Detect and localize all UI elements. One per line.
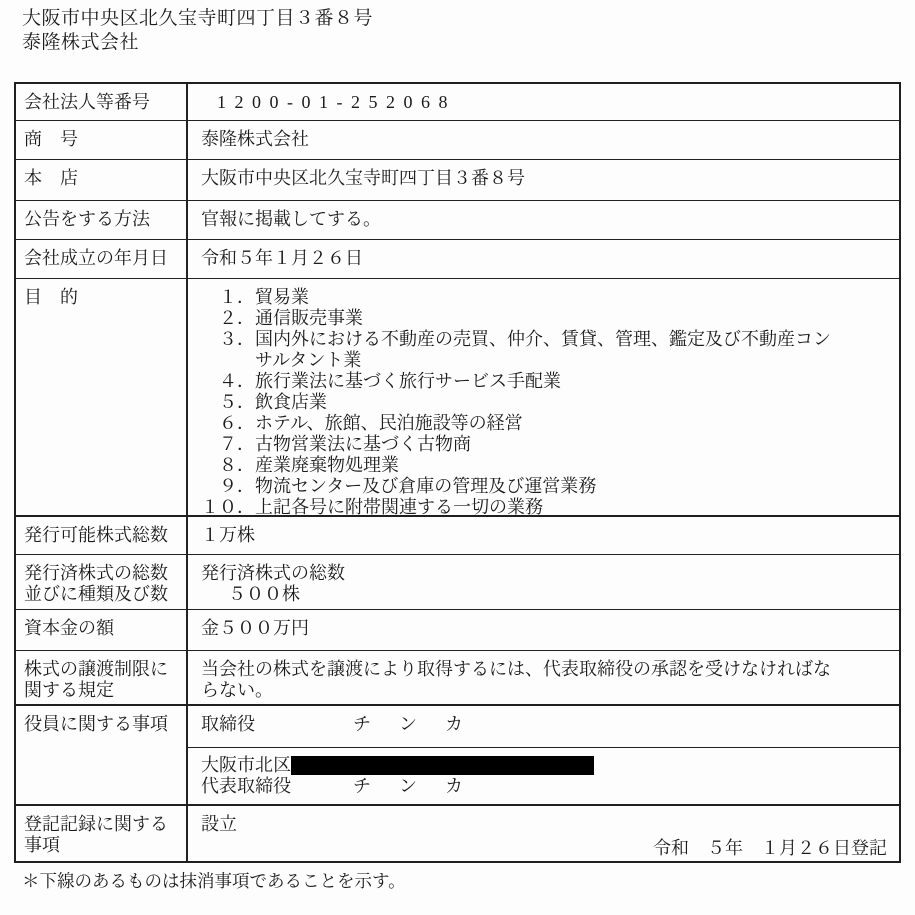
issued-shares-value: 発行済株式の総数 ５００株 <box>201 563 345 604</box>
corporate-number-value: 1200-01-252068 <box>217 92 456 112</box>
registration-record-type: 設立 <box>201 814 237 834</box>
public-notice-label: 公告をする方法 <box>16 201 188 239</box>
header-company-name: 泰隆株式会社 <box>22 32 140 53</box>
trade-name-label: 商 号 <box>16 121 188 159</box>
registry-table <box>14 82 901 863</box>
corporate-number-label: 会社法人等番号 <box>16 84 188 120</box>
document-header <box>22 7 373 55</box>
capital-label: 資本金の額 <box>16 610 188 650</box>
head-office-label: 本 店 <box>16 160 188 200</box>
row-officers <box>16 704 899 804</box>
registration-record-value <box>188 806 899 861</box>
purpose-item: ７．古物営業法に基づく古物商 <box>219 434 471 454</box>
purpose-item: ３．国内外における不動産の売買、仲介、賃貸、管理、鑑定及び不動産コンサルタント業 <box>219 329 831 370</box>
public-notice-value: 官報に掲載してする。 <box>201 209 381 229</box>
row-incorporation-date <box>16 239 899 278</box>
issued-shares-label: 発行済株式の総数並びに種類及び数 <box>16 555 188 609</box>
purpose-item: ９．物流センター及び倉庫の管理及び運営業務 <box>219 476 597 496</box>
officers-label: 役員に関する事項 <box>16 706 188 804</box>
purpose-list <box>188 279 899 515</box>
row-trade-name <box>16 120 899 159</box>
representative-address: 大阪市北区 <box>201 755 291 775</box>
representative-title: 代表取締役 <box>201 776 291 796</box>
row-capital <box>16 609 899 650</box>
row-public-notice-method <box>16 200 899 239</box>
purpose-item: ２．通信販売事業 <box>219 308 363 328</box>
row-share-transfer-restriction <box>16 650 899 704</box>
incorporation-date-label: 会社成立の年月日 <box>16 240 188 278</box>
row-registration-record <box>16 804 899 861</box>
authorized-shares-value: １万株 <box>201 525 255 545</box>
header-address: 大阪市中央区北久宝寺町四丁目３番８号 <box>22 8 374 29</box>
row-purpose <box>16 278 899 515</box>
representative-name: チ ン カ <box>353 776 468 796</box>
row-head-office <box>16 159 899 200</box>
head-office-value: 大阪市中央区北久宝寺町四丁目３番８号 <box>201 168 525 188</box>
representative-entry <box>188 747 899 804</box>
director-title: 取締役 <box>201 714 255 734</box>
redaction-bar <box>291 756 594 775</box>
row-corporate-number <box>16 84 899 120</box>
director-entry <box>188 706 899 747</box>
row-issued-shares <box>16 554 899 609</box>
purpose-item: ８．産業廃棄物処理業 <box>219 455 399 475</box>
trade-name-value: 泰隆株式会社 <box>201 129 309 149</box>
director-name: チ ン カ <box>353 714 468 734</box>
authorized-shares-label: 発行可能株式総数 <box>16 517 188 554</box>
purpose-item: ４．旅行業法に基づく旅行サービス手配業 <box>219 371 561 391</box>
purpose-item: ６．ホテル、旅館、民泊施設等の経営 <box>219 413 523 433</box>
underline-footnote: ＊下線のあるものは抹消事項であることを示す。 <box>22 871 406 891</box>
officers-value <box>188 706 899 804</box>
purpose-item: ５．飲食店業 <box>219 392 327 412</box>
row-authorized-shares <box>16 515 899 554</box>
purpose-item: １．貿易業 <box>219 287 309 307</box>
registration-date: 令和 ５年 １月２６日登記 <box>653 838 887 858</box>
share-transfer-label: 株式の譲渡制限に関する規定 <box>16 651 188 704</box>
incorporation-date-value: 令和５年１月２６日 <box>201 248 363 268</box>
purpose-label: 目 的 <box>16 279 188 515</box>
registration-record-label: 登記記録に関する事項 <box>16 806 188 861</box>
capital-value: 金５００万円 <box>201 618 309 638</box>
share-transfer-value: 当会社の株式を譲渡により取得するには、代表取締役の承認を受けなければな らない。 <box>201 659 831 700</box>
purpose-item: １０．上記各号に附帯関連する一切の業務 <box>201 497 543 517</box>
